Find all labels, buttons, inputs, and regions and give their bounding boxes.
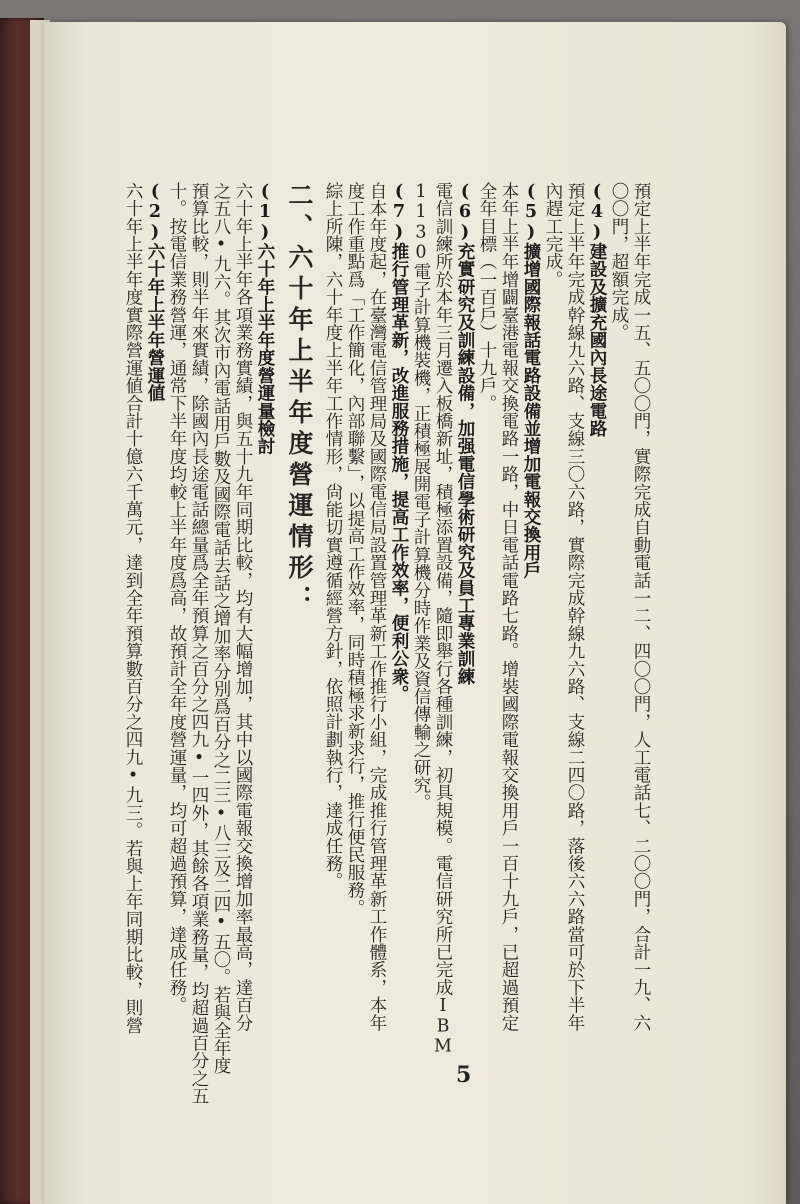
subsection-heading: (7)推行管理革新，改進服務措施，提高工作效率，便利公衆。 [389, 182, 409, 703]
subsection-heading: (5)擴增國際報話電路設備並增加電報交換用戶 [521, 182, 541, 579]
text-line: 1130電子計算機裝機，正積極展開電子計算機分時作業及資信傳輸之研究。 [411, 182, 431, 812]
text-line: 十。按電信業務營運，通常下半年度均較上半年度爲高，故預計全年度營運量，均可超過預算，達成任務。 [167, 182, 187, 1014]
text-line: 預算比較，則半年來實績，除國內長途電話總量爲全年預算之百分之四九•一四外，其餘各項業務量，均超過百分之五 [189, 182, 209, 1105]
text-line: 預定上半年完成幹線九六路、支線三〇六路，實際完成幹線九六路、支線二四〇路，落後六六路當可於下半年 [565, 182, 585, 1032]
vertical-text-block [123, 182, 652, 1105]
subsection-heading: (6)充實研究及訓練設備，加强電信學術研究及員工專業訓練 [455, 182, 475, 686]
text-line: 內趕工完成。 [543, 182, 563, 289]
text-line: 本年上半年增闢臺港電報交換電路一路，中日電話電路七路。增裝國際電報交換用戶一百十九戶，已超過預定 [499, 182, 519, 1032]
text-line: 全年目標（一百戶）十九戶。 [477, 182, 497, 413]
text-line: 電信訓練所於本年三月遷入板橋新址，積極添置設備，隨即舉行各種訓練，初具規模。電信研究所已完成IBM [433, 182, 453, 1057]
text-line: 〇〇門，超額完成。 [609, 182, 629, 342]
subsection-heading: (1)六十年上半年度營運量檢討 [255, 182, 275, 455]
text-line: 六十年上半年度實際營運値合計十億六千萬元，達到全年預算數百分之四九•九三。若與上年同期比較，則營 [123, 182, 143, 1035]
subsection-heading: (2)六十年上半年營運値 [145, 182, 165, 402]
page-number: 5 [456, 1062, 472, 1088]
text-line: 綜上所陳，六十年度上半年工作情形，尙能切實遵循經營方針，依照計劃執行，達成任務。 [323, 182, 343, 890]
text-line: 自本年度起，在臺灣電信管理局及國際電信局設置管理革新工作推行小組，完成推行管理革新工作體系，本年 [367, 182, 387, 1032]
section-heading: 二、六十年上半年度營運情形： [285, 182, 314, 616]
book-page [44, 22, 786, 1204]
subsection-heading: (4)建設及擴充國內長途電路 [587, 182, 607, 438]
text-line: 六十年上半年各項業務實績，與五十九年同期比較，均有大幅增加，其中以國際電報交換增加率最高，達百分 [233, 182, 253, 1032]
text-line: 預定上半年完成一五、五〇〇門，實際完成自動電話一二、四〇〇門，人工電話七、二〇〇門，合計一九、六 [631, 182, 651, 1032]
text-line: 度工作重點爲「工作簡化，內部聯繫」，以提高工作效率，同時積極求新求行，推行便民服務。 [345, 182, 365, 917]
text-line: 之五八•九六。其次市內電話用戶數及國際電話去話之增加率分別爲百分之二三•八三及二四•五〇。若與全年度 [211, 182, 231, 1075]
